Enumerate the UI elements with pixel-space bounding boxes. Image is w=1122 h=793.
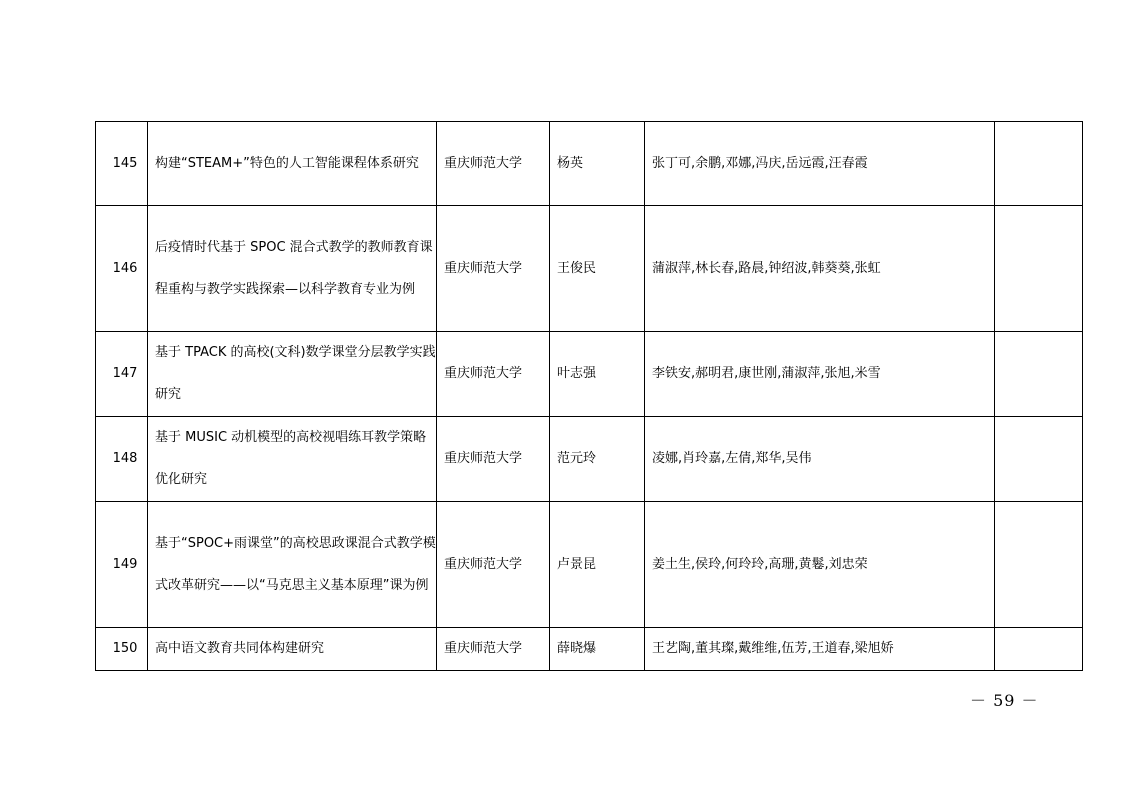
project-leader: 薛晓爆: [550, 628, 645, 671]
table-row: [96, 417, 1083, 502]
school-name: 重庆师范大学: [437, 122, 550, 206]
project-title: 基于 MUSIC 动机模型的高校视唱练耳教学策略优化研究: [148, 417, 437, 502]
row-number: 149: [96, 502, 148, 628]
project-members: 王艺陶,董其璨,戴维维,伍芳,王道春,梁旭娇: [645, 628, 995, 671]
row-number: 148: [96, 417, 148, 502]
table-row: [96, 206, 1083, 332]
school-name: 重庆师范大学: [437, 628, 550, 671]
page-number: － 59 －: [970, 691, 1039, 710]
table-row: [96, 628, 1083, 671]
row-number: 150: [96, 628, 148, 671]
project-leader: 卢景昆: [550, 502, 645, 628]
note-cell: [995, 122, 1083, 206]
project-members: 凌娜,肖玲嘉,左倩,郑华,吴伟: [645, 417, 995, 502]
row-number: 146: [96, 206, 148, 332]
note-cell: [995, 206, 1083, 332]
school-name: 重庆师范大学: [437, 206, 550, 332]
project-leader: 王俊民: [550, 206, 645, 332]
note-cell: [995, 502, 1083, 628]
row-number: 147: [96, 332, 148, 417]
project-title: 基于 TPACK 的高校(文科)数学课堂分层教学实践研究: [148, 332, 437, 417]
row-number: 145: [96, 122, 148, 206]
project-leader: 范元玲: [550, 417, 645, 502]
project-leader: 叶志强: [550, 332, 645, 417]
project-leader: 杨英: [550, 122, 645, 206]
table-row: [96, 332, 1083, 417]
project-title: 构建“STEAM+”特色的人工智能课程体系研究: [148, 122, 437, 206]
table-row: [96, 502, 1083, 628]
project-table: [95, 121, 1083, 671]
school-name: 重庆师范大学: [437, 332, 550, 417]
note-cell: [995, 417, 1083, 502]
school-name: 重庆师范大学: [437, 502, 550, 628]
project-title: 基于“SPOC+雨课堂”的高校思政课混合式教学模式改革研究——以“马克思主义基本原理”课为例: [148, 502, 437, 628]
table-row: [96, 122, 1083, 206]
project-members: 李铁安,郝明君,康世刚,蒲淑萍,张旭,米雪: [645, 332, 995, 417]
project-members: 蒲淑萍,林长春,路晨,钟绍波,韩葵葵,张虹: [645, 206, 995, 332]
project-title: 后疫情时代基于 SPOC 混合式教学的教师教育课程重构与教学实践探索—以科学教育专业为例: [148, 206, 437, 332]
project-members: 姜土生,侯玲,何玲玲,高珊,黄鬈,刘忠荣: [645, 502, 995, 628]
note-cell: [995, 628, 1083, 671]
project-title: 高中语文教育共同体构建研究: [148, 628, 437, 671]
project-members: 张丁可,余鹏,邓娜,冯庆,岳远霞,汪春霞: [645, 122, 995, 206]
school-name: 重庆师范大学: [437, 417, 550, 502]
note-cell: [995, 332, 1083, 417]
